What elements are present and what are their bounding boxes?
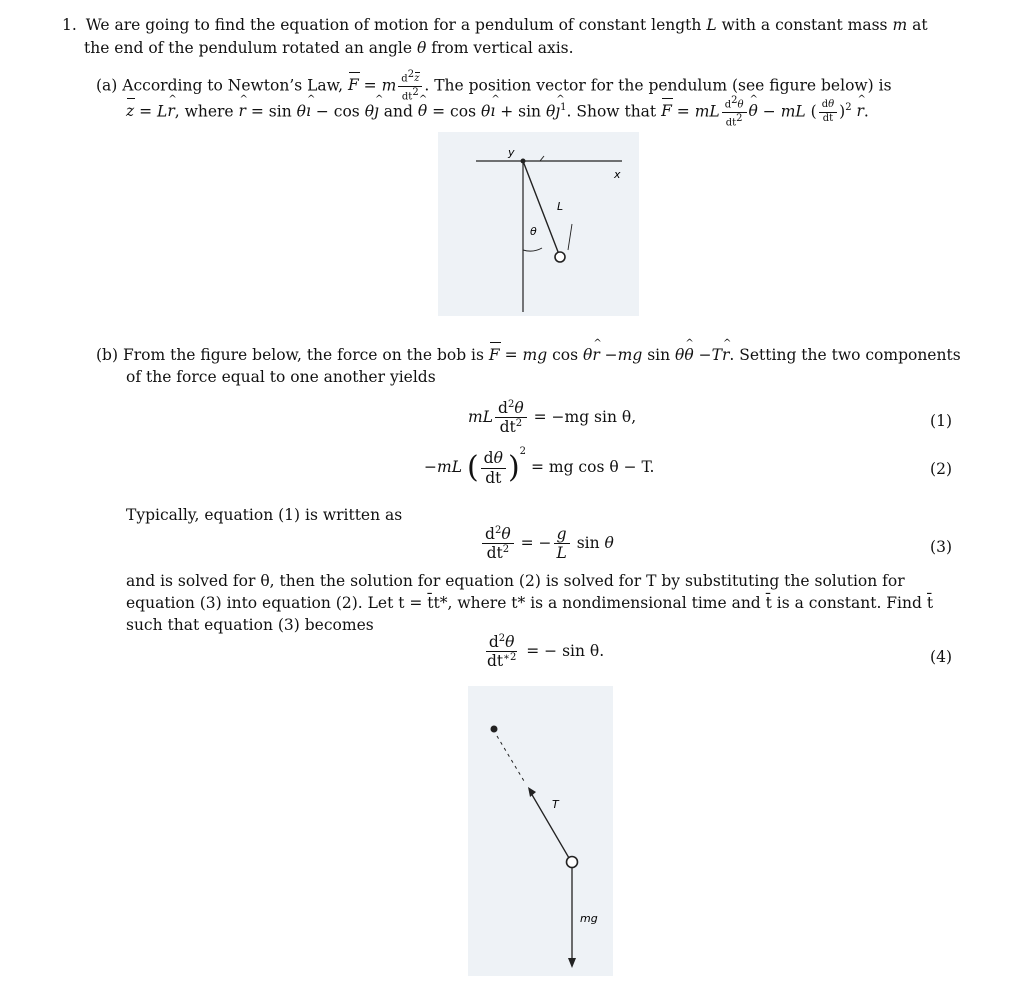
theta-arc bbox=[523, 248, 542, 251]
gravity-arrowhead bbox=[568, 958, 576, 968]
axis-tick bbox=[540, 156, 544, 161]
part-a-label: (a) bbox=[96, 76, 118, 95]
figure-bob-forces bbox=[468, 686, 613, 976]
var-theta: θ bbox=[417, 39, 427, 57]
eq3-number: (3) bbox=[930, 538, 952, 556]
part-b-line-1: (b) From the figure below, the force on the bob is F = mg cos θr ^ −mg sin θθ ^ −Tr ^. Setting the two components bbox=[96, 344, 961, 366]
pivot-point bbox=[521, 159, 526, 164]
eq1-number: (1) bbox=[930, 412, 952, 430]
part-b-text-2: . Setting the two components bbox=[729, 346, 961, 364]
problem-intro-line-1 bbox=[62, 14, 928, 36]
newton-derivative: $\frac{d2z}{dt2}$ bbox=[398, 70, 422, 103]
part-b-text-1: From the figure below, the force on the bob is bbox=[122, 346, 484, 364]
tension-line bbox=[531, 793, 569, 858]
equation-3: $\frac{d^2\theta}{dt^2}$ = − $\frac{g}{L}$ sin θ bbox=[480, 526, 614, 562]
pendulum-bob bbox=[567, 857, 578, 868]
problem-number: 1. bbox=[62, 16, 77, 34]
position-vector: z bbox=[126, 102, 135, 121]
intro-text-5: from vertical axis. bbox=[431, 39, 574, 57]
intro-text-2: with a constant mass bbox=[721, 16, 888, 34]
eq1-rhs: = −mg sin θ, bbox=[533, 407, 637, 426]
equation-1: mL $\frac{d^2\theta}{dt^2}$ = −mg sin θ, bbox=[468, 399, 637, 437]
pivot-point bbox=[491, 726, 498, 733]
part-b-text-3: of the force equal to one another yields bbox=[126, 368, 436, 386]
eq4-number: (4) bbox=[930, 648, 952, 666]
y-label: y bbox=[508, 146, 515, 159]
pendulum-rod bbox=[523, 161, 560, 257]
theta-label: θ bbox=[530, 225, 537, 238]
L-label: L bbox=[557, 200, 564, 213]
newton-m: m bbox=[381, 76, 397, 95]
part-a-text-2: The position vector for the pendulum (see figure below) is bbox=[434, 76, 892, 95]
part-a-line-2: z = Lr ^, where r ^ = sin θı ^ − cos θȷ ^ and θ ^ = cos θı ^ + sin θȷ ^$^1$. Show that F = mL $\frac{d2\theta}{dt2}$ θ ^ − mL ( $\frac{d\theta}{dt}$ )$^2$ r ^. bbox=[126, 96, 869, 129]
part-a-text-1: According to Newton’s Law, bbox=[122, 76, 344, 95]
T-label: T bbox=[552, 798, 559, 811]
var-L: L bbox=[706, 16, 717, 34]
var-m: m bbox=[892, 16, 908, 34]
pendulum-bob bbox=[555, 252, 565, 262]
part-b-label: (b) bbox=[96, 346, 119, 364]
part-b-line-2 bbox=[126, 366, 436, 388]
problem-intro-line-2 bbox=[84, 37, 574, 59]
intro-text-4: the end of the pendulum rotated an angle bbox=[84, 39, 413, 57]
part-a-text-5: . Show that bbox=[566, 102, 657, 121]
paragraph-line-1: and is solved for θ, then the solution for equation (2) is solved for T by substituting the solution for bbox=[126, 572, 905, 590]
r-hat-arrow bbox=[568, 224, 572, 250]
eq2-number: (2) bbox=[930, 460, 952, 478]
intro-text-3: at bbox=[912, 16, 928, 34]
mg-label: mg bbox=[580, 912, 598, 925]
typically-text: Typically, equation (1) is written as bbox=[126, 506, 403, 524]
paragraph-line-2: equation (3) into equation (2). Let t = t̄t*, where t* is a nondimensional time and t̄ is a constant. Find t̄ bbox=[126, 594, 934, 612]
paragraph-line-3: such that equation (3) becomes bbox=[126, 616, 374, 634]
part-a-text-3: , where bbox=[174, 102, 234, 121]
eq2-rhs: = mg cos θ − T. bbox=[530, 458, 655, 476]
intro-text-1: We are going to find the equation of motion for a pendulum of constant length bbox=[85, 16, 702, 34]
x-label: x bbox=[614, 168, 621, 181]
equation-4: $\frac{d^2\theta}{dt^{∗2}}$ = − sin θ. bbox=[487, 633, 605, 671]
eq4-rhs: = − sin θ. bbox=[526, 641, 605, 660]
equation-2: −mL ( $\frac{d\theta}{dt}$ )$^2$ = mg cos θ − T. bbox=[424, 446, 655, 487]
part-a-line-1: (a) According to Newton’s Law, F = m $\frac{d2z}{dt2}$ . The position vector for the pendulum (see figure below) is bbox=[96, 69, 892, 103]
figure-pendulum-axes bbox=[438, 132, 639, 316]
part-a-text-4: and bbox=[383, 102, 413, 121]
force-vector: F bbox=[347, 76, 359, 95]
dashed-rod bbox=[497, 736, 524, 781]
